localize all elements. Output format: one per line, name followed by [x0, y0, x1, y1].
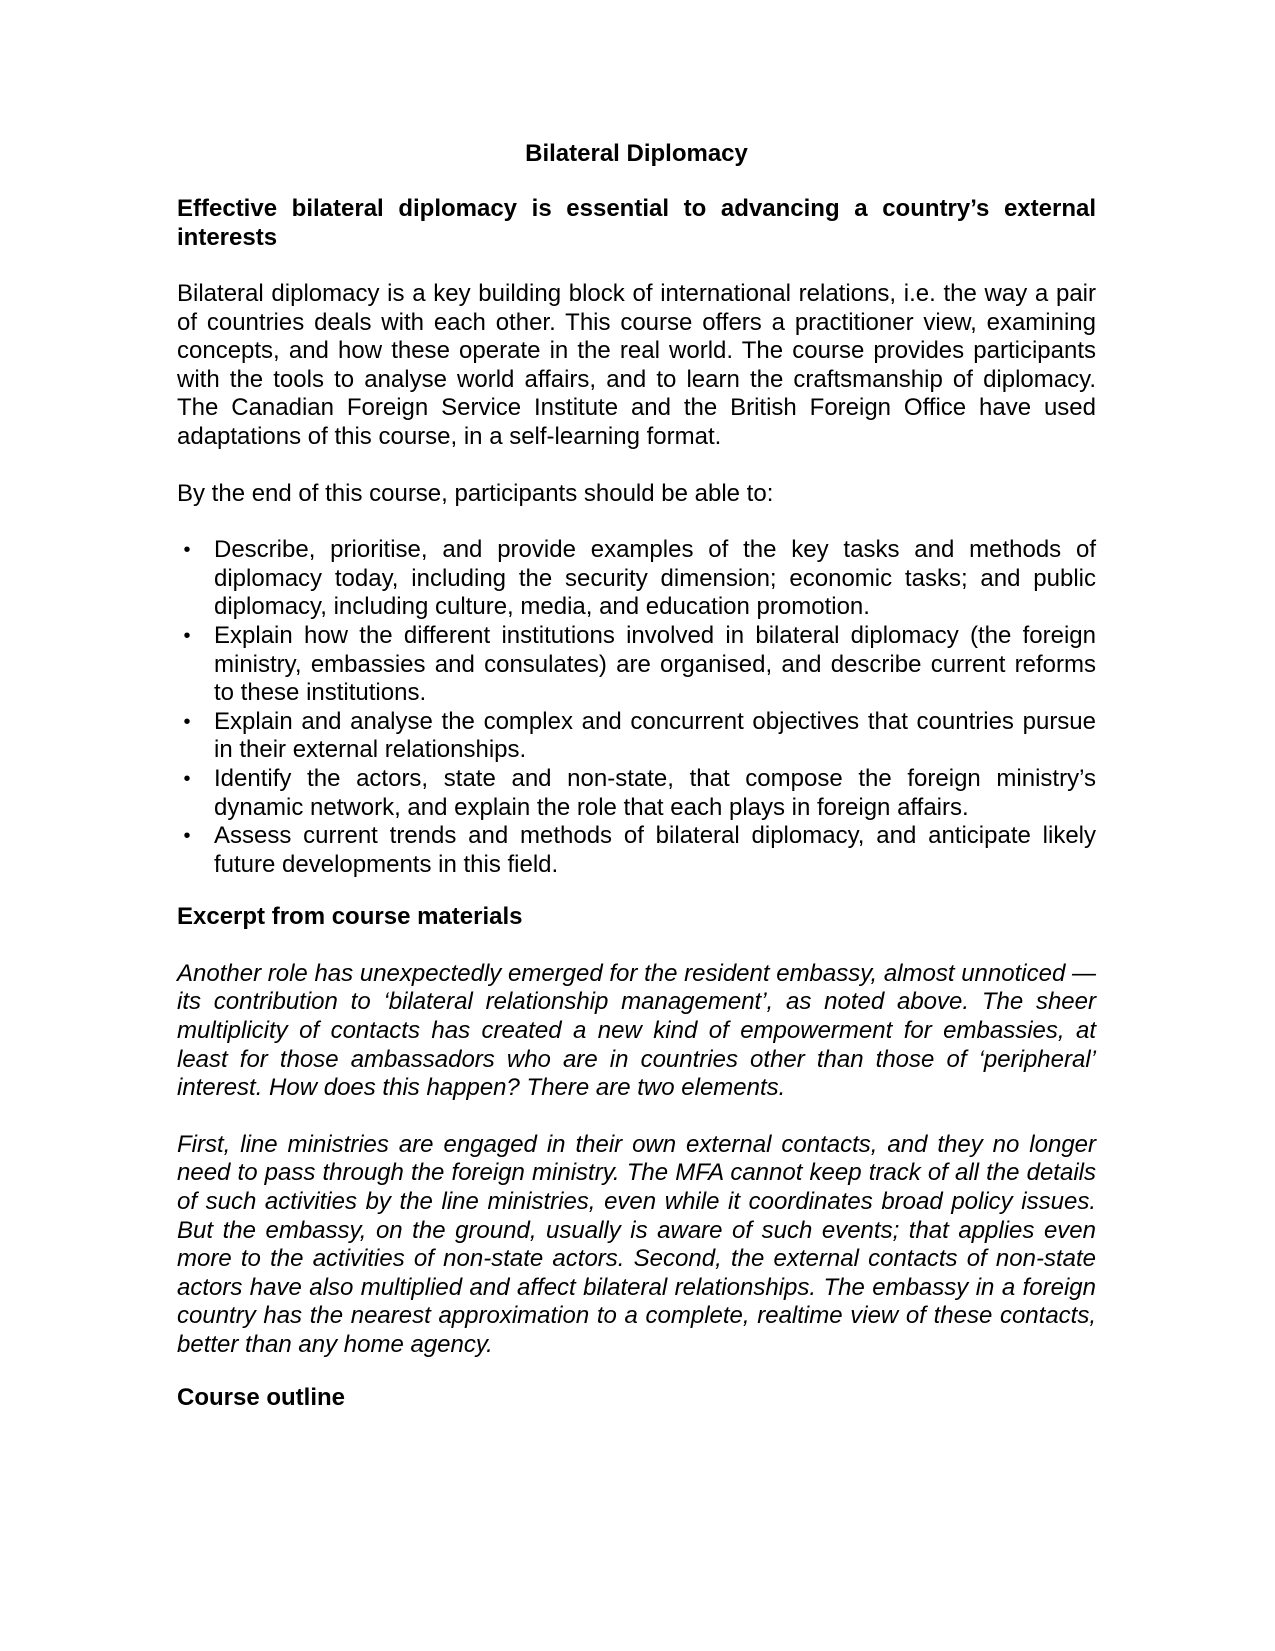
bullet-icon: •	[183, 767, 191, 790]
bullet-icon: •	[183, 539, 191, 562]
list-item-text: Assess current trends and methods of bilateral diplomacy, and anticipate likely future developments in this field.	[214, 822, 1096, 878]
excerpt-paragraph: First, line ministries are engaged in their own external contacts, and they no longer need to pass through the foreign ministry. The MFA cannot keep track of all the details of such activities by the line ministries, even while it coordinates broad policy issues. But the embassy, on the ground, usually is aware of such events; that applies even more to the activities of non-state actors. Second, the external contacts of non-state actors have also multiplied and affect bilateral relationships. The embassy in a foreign country has the nearest approximation to a complete, realtime view of these contacts, better than any home agency.	[177, 1130, 1096, 1358]
list-item	[177, 536, 1096, 622]
list-item-text: Identify the actors, state and non-state, that compose the foreign ministry’s dynamic network, and explain the role that each plays in foreign affairs.	[214, 764, 1096, 821]
objectives-lead: By the end of this course, participants should be able to:	[177, 479, 774, 507]
list-item	[177, 822, 1096, 879]
excerpt-paragraph: Another role has unexpectedly emerged for the resident embassy, almost unnoticed — its contribution to ‘bilateral relationship management’, as noted above. The sheer multiplicity of contacts has created a new kind of empowerment for embassies, at least for those ambassadors who are in countries other than those of ‘peripheral’ interest. How does this happen? There are two elements.	[177, 959, 1096, 1102]
objectives-list	[177, 536, 1096, 879]
list-item	[177, 708, 1096, 765]
document-title: Bilateral Diplomacy	[525, 140, 748, 167]
section-heading-effective-diplomacy: Effective bilateral diplomacy is essential to advancing a country’s external interests	[177, 195, 1096, 251]
section-heading-excerpt: Excerpt from course materials	[177, 903, 523, 931]
bullet-icon: •	[183, 624, 191, 647]
list-item-text: Explain how the different institutions involved in bilateral diplomacy (the foreign ministry, embassies and consulates) are organised, and describe current reforms to these institutions.	[214, 621, 1096, 707]
bullet-icon: •	[183, 710, 191, 733]
list-item-text: Describe, prioritise, and provide examples of the key tasks and methods of diplomacy today, including the security dimension; economic tasks; and public diplomacy, including culture, media, and education promotion.	[214, 536, 1096, 621]
intro-paragraph: Bilateral diplomacy is a key building block of international relations, i.e. the way a pair of countries deals with each other. This course offers a practitioner view, examining concepts, and how these operate in the real world. The course provides participants with the tools to analyse world affairs, and to learn the craftsmanship of diplomacy. The Canadian Foreign Service Institute and the British Foreign Office have used adaptations of this course, in a self-learning format.	[177, 280, 1096, 450]
bullet-icon: •	[183, 825, 191, 848]
section-heading-course-outline: Course outline	[177, 1383, 346, 1411]
list-item	[177, 622, 1096, 708]
document-page	[177, 140, 1096, 1412]
list-item	[177, 765, 1096, 822]
list-item-text: Explain and analyse the complex and concurrent objectives that countries pursue in their external relationships.	[214, 707, 1096, 764]
